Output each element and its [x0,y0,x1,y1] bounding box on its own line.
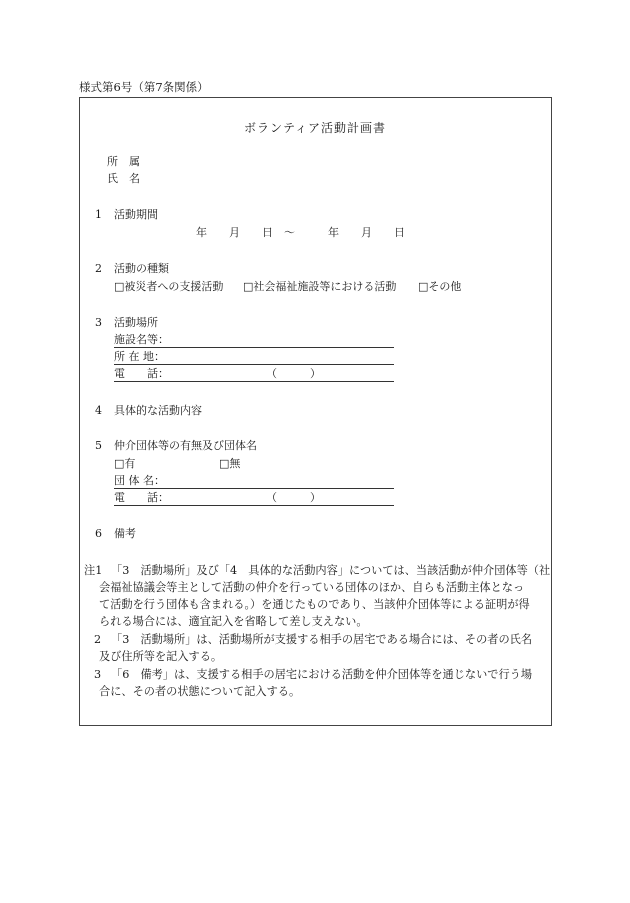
option-welfare-facility[interactable]: □社会福祉施設等における活動 [243,280,397,293]
section-6-title: 備考 [114,527,136,540]
phone-area-code-paren: （ ） [266,367,321,380]
intermediary-yes-checkbox[interactable]: □有 [114,457,136,470]
section-4-number: 4 [95,404,102,417]
phone-field[interactable] [114,367,394,382]
section-6-number: 6 [95,527,102,540]
note-3-label: 3 [94,668,102,681]
note-2-label: 2 [94,633,102,646]
section-4-title: 具体的な活動内容 [114,404,202,417]
organization-name-field[interactable] [114,474,394,489]
intermediary-no-checkbox[interactable]: □無 [219,457,241,470]
note-3-line: 合に、その者の状態について記入する。 [99,685,301,698]
note-2-line: 及び住所等を記入する。 [99,650,223,663]
note-1-label: 注1 [84,564,103,577]
organization-phone-label: 電 話： [114,491,169,504]
section-5-title: 仲介団体等の有無及び団体名 [114,439,257,452]
section-3-number: 3 [95,316,102,329]
option-other[interactable]: □その他 [418,280,462,293]
note-2-line: 「3 活動場所」は、活動場所が支援する相手の居宅である場合には、その者の氏名 [111,633,533,646]
document-title: ボランティア活動計画書 [243,121,387,135]
section-1-number: 1 [95,208,102,221]
organization-phone-paren: （ ） [266,491,321,504]
address-label: 所 在 地： [114,350,165,363]
form-number: 様式第6号（第7条関係） [79,80,209,94]
option-disaster-support[interactable]: □被災者への支援活動 [114,280,224,293]
phone-label: 電 話： [114,367,169,380]
section-1-title: 活動期間 [114,208,158,221]
facility-name-label: 施設名等： [114,333,169,346]
organization-phone-field[interactable] [114,491,394,506]
name-label: 氏 名 [107,172,140,185]
note-1-line: 会福祉協議会等主として活動の仲介を行っている団体のほか、自らも活動主体となっ [99,581,525,594]
note-1-line: られる場合には、適宜記入を省略して差し支えない。 [99,615,368,628]
activity-period-dates: 年 月 日 ～ 年 月 日 [196,226,405,239]
facility-name-field[interactable] [114,333,394,348]
note-3-line: 「6 備考」は、支援する相手の居宅における活動を仲介団体等を通じないで行う場 [111,668,533,681]
section-2-title: 活動の種類 [114,262,169,275]
organization-name-label: 団 体 名： [114,474,165,487]
address-field[interactable] [114,350,394,365]
section-2-number: 2 [95,262,102,275]
note-1-line: 「3 活動場所」及び「4 具体的な活動内容」については、当該活動が仲介団体等（社 [111,564,551,577]
section-5-number: 5 [95,439,102,452]
note-1-line: て活動を行う団体も含まれる。）を通じたものであり、当該仲介団体等による証明が得 [99,598,530,611]
section-3-title: 活動場所 [114,316,158,329]
affiliation-label: 所 属 [107,155,140,168]
